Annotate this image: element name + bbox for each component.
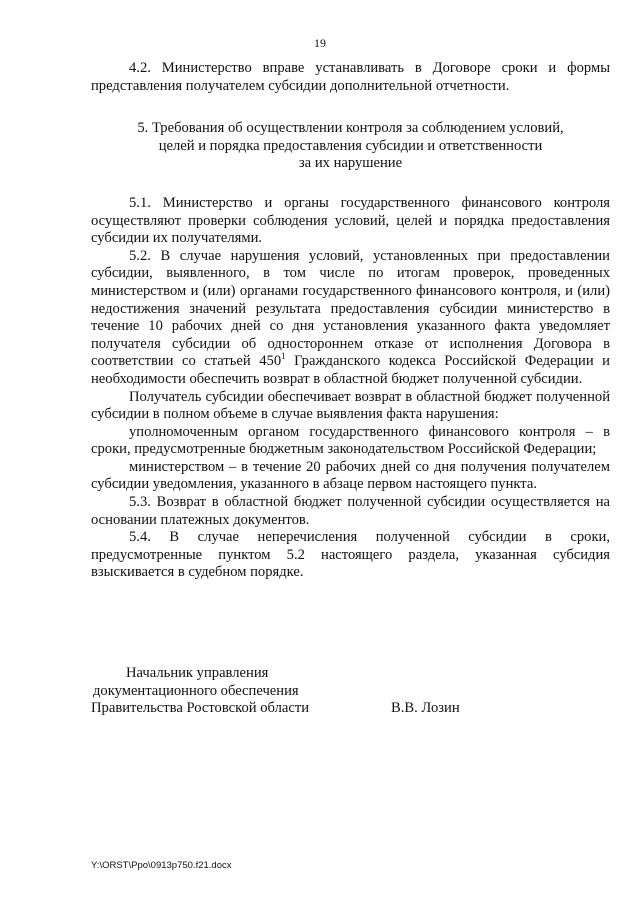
paragraph-5-2-text-a: 5.2. В случае нарушения условий, установленных при предоставлении субсидии, выявленного, в том числе по итогам проверок, проведенных министерством и (или) органами государственного финансового контроля, и (или) недостижения значений результата предоставления субсидии министерство в течение 10 рабочих дней со дня установления указанного факта уведомляет получателя субсидии об одностороннем отказе от исполнения Договора в соответствии со статьей 450	[91, 247, 610, 370]
signature-title-3: Правительства Ростовской области	[91, 700, 310, 717]
paragraph-authorized-body: уполномоченным органом государственного финансового контроля – в сроки, предусмотренные бюджетным законодательством Российской Федерации;	[91, 423, 610, 458]
section-5-heading-line-3: за их нарушение	[298, 155, 403, 172]
signatory-name: В.В. Лозин	[391, 700, 460, 717]
article-superscript: 1	[281, 351, 286, 362]
paragraph-4-2: 4.2. Министерство вправе устанавливать в Договоре сроки и формы представления получателем субсидии дополнительной отчетности.	[91, 60, 610, 94]
file-path-footer: Y:\ORST\Ppo\0913p750.f21.docx	[91, 860, 232, 871]
page-number: 19	[314, 36, 326, 50]
section-5-heading-line-2: целей и порядка предоставления субсидии и ответственности	[158, 137, 543, 154]
signature-title-1: Начальник управления	[126, 665, 269, 681]
signature-title-line-2	[91, 683, 611, 701]
signature-block	[91, 665, 611, 718]
paragraph-recipient: Получатель субсидии обеспечивает возврат в областной бюджет полученной субсидии в полном объеме в случае выявления факта нарушения:	[91, 388, 610, 423]
paragraph-5-2	[91, 248, 610, 389]
signature-title-line-3	[91, 700, 611, 718]
document-body	[91, 60, 610, 582]
paragraph-5-1: 5.1. Министерство и органы государственного финансового контроля осуществляют проверки соблюдения условий, целей и порядка предоставления субсидии их получателями.	[91, 194, 610, 247]
paragraph-5-2-text-b: Гражданского кодекса Российской Федерации и необходимости обеспечить возврат в областной бюджет полученной субсидии.	[91, 353, 610, 387]
paragraph-ministry: министерством – в течение 20 рабочих дней со дня получения получателем субсидии уведомления, указанного в абзаце первом настоящего пункта.	[91, 458, 610, 493]
paragraph-5-4: 5.4. В случае неперечисления полученной субсидии в сроки, предусмотренные пунктом 5.2 настоящего раздела, указанная субсидия взыскивается в судебном порядке.	[91, 529, 610, 581]
signature-title-2: документационного обеспечения	[93, 682, 299, 699]
section-5-heading	[91, 120, 610, 173]
signature-title-line-1	[91, 665, 611, 683]
paragraph-5-3: 5.3. Возврат в областной бюджет полученной субсидии осуществляется на основании платежных документов.	[91, 494, 610, 528]
section-5-heading-line-1: 5. Требования об осуществлении контроля за соблюдением условий,	[137, 120, 564, 137]
